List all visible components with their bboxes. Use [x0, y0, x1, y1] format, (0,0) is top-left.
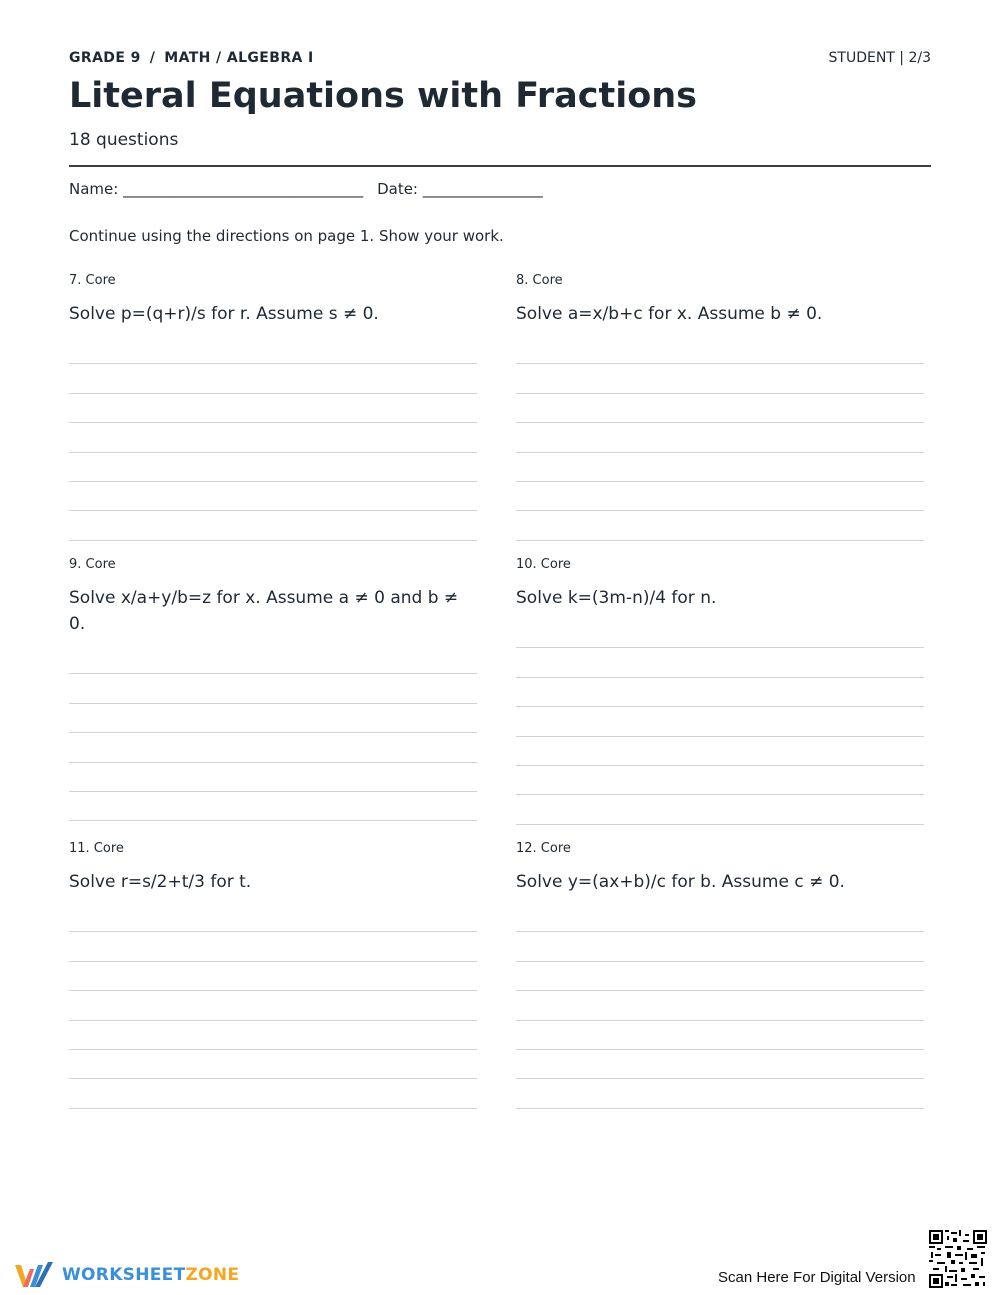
- answer-line[interactable]: [516, 737, 924, 766]
- answer-line[interactable]: [516, 511, 924, 540]
- question-label: 9. Core: [69, 557, 116, 572]
- answer-line[interactable]: [516, 707, 924, 736]
- answer-line[interactable]: [69, 423, 477, 452]
- answer-line[interactable]: [69, 991, 477, 1020]
- qr-code-icon[interactable]: [929, 1230, 987, 1288]
- header-bar: [69, 50, 931, 70]
- answer-line[interactable]: [516, 932, 924, 961]
- question-label: 8. Core: [516, 273, 563, 288]
- name-date-row: [69, 180, 543, 198]
- answer-line[interactable]: [69, 335, 477, 364]
- question-card: [516, 839, 924, 1109]
- answer-line[interactable]: [69, 394, 477, 423]
- logo-w-icon: [14, 1260, 56, 1290]
- answer-line[interactable]: [69, 763, 477, 792]
- answer-line[interactable]: [516, 795, 924, 824]
- logo-text: [62, 1265, 239, 1285]
- answer-line[interactable]: [516, 394, 924, 423]
- directions-text: Continue using the directions on page 1. Show your work.: [69, 227, 504, 245]
- answer-line[interactable]: [69, 453, 477, 482]
- question-label: 10. Core: [516, 557, 571, 572]
- answer-line[interactable]: [516, 766, 924, 795]
- subject-label: MATH / ALGEBRA I: [164, 50, 314, 66]
- answer-lines[interactable]: [516, 335, 924, 541]
- header-divider: [69, 165, 931, 167]
- question-text: Solve a=x/b+c for x. Assume b ≠ 0.: [516, 304, 823, 324]
- breadcrumb: [69, 50, 314, 66]
- grade-label: GRADE 9: [69, 50, 141, 66]
- answer-line[interactable]: [516, 423, 924, 452]
- answer-line[interactable]: [69, 1079, 477, 1108]
- answer-lines[interactable]: [69, 903, 477, 1109]
- name-field[interactable]: Name: ________________________________: [69, 180, 364, 198]
- answer-line[interactable]: [516, 962, 924, 991]
- answer-line[interactable]: [516, 991, 924, 1020]
- question-card: [69, 271, 477, 541]
- answer-line[interactable]: [69, 962, 477, 991]
- logo-text-part1: WORKSHEET: [62, 1265, 186, 1285]
- question-text: Solve p=(q+r)/s for r. Assume s ≠ 0.: [69, 304, 379, 324]
- answer-lines[interactable]: [69, 645, 477, 821]
- answer-line[interactable]: [69, 733, 477, 762]
- question-label: 12. Core: [516, 841, 571, 856]
- answer-line[interactable]: [516, 453, 924, 482]
- answer-line[interactable]: [69, 645, 477, 674]
- answer-line[interactable]: [69, 482, 477, 511]
- answer-lines[interactable]: [516, 903, 924, 1109]
- answer-line[interactable]: [69, 1050, 477, 1079]
- answer-line[interactable]: [516, 1021, 924, 1050]
- worksheetzone-logo[interactable]: [14, 1260, 240, 1290]
- scan-caption: Scan Here For Digital Version: [718, 1269, 916, 1286]
- question-text: Solve k=(3m-n)/4 for n.: [516, 588, 717, 608]
- answer-line[interactable]: [516, 1050, 924, 1079]
- question-card: [69, 555, 477, 821]
- logo-text-part2: ZONE: [185, 1265, 240, 1285]
- question-label: 11. Core: [69, 841, 124, 856]
- page-indicator: STUDENT | 2/3: [828, 50, 931, 66]
- answer-line[interactable]: [69, 903, 477, 932]
- answer-line[interactable]: [69, 1021, 477, 1050]
- answer-line[interactable]: [516, 648, 924, 677]
- question-text: Solve r=s/2+t/3 for t.: [69, 872, 252, 892]
- answer-line[interactable]: [516, 619, 924, 648]
- answer-lines[interactable]: [69, 335, 477, 541]
- question-card: [516, 555, 924, 825]
- answer-line[interactable]: [516, 1079, 924, 1108]
- answer-line[interactable]: [69, 792, 477, 821]
- answer-line[interactable]: [516, 335, 924, 364]
- breadcrumb-separator: /: [149, 50, 156, 66]
- question-card: [516, 271, 924, 541]
- answer-line[interactable]: [69, 364, 477, 393]
- question-label: 7. Core: [69, 273, 116, 288]
- question-text: Solve y=(ax+b)/c for b. Assume c ≠ 0.: [516, 872, 845, 892]
- answer-line[interactable]: [69, 674, 477, 703]
- question-text: Solve x/a+y/b=z for x. Assume a ≠ 0 and b ≠ 0.: [69, 588, 459, 634]
- answer-lines[interactable]: [516, 619, 924, 825]
- answer-line[interactable]: [516, 903, 924, 932]
- answer-line[interactable]: [516, 678, 924, 707]
- answer-line[interactable]: [69, 511, 477, 540]
- page-title: Literal Equations with Fractions: [69, 76, 698, 116]
- question-count: 18 questions: [69, 130, 179, 150]
- date-field[interactable]: Date: ________________: [377, 180, 543, 198]
- answer-line[interactable]: [516, 364, 924, 393]
- answer-line[interactable]: [516, 482, 924, 511]
- answer-line[interactable]: [69, 704, 477, 733]
- question-card: [69, 839, 477, 1109]
- answer-line[interactable]: [69, 932, 477, 961]
